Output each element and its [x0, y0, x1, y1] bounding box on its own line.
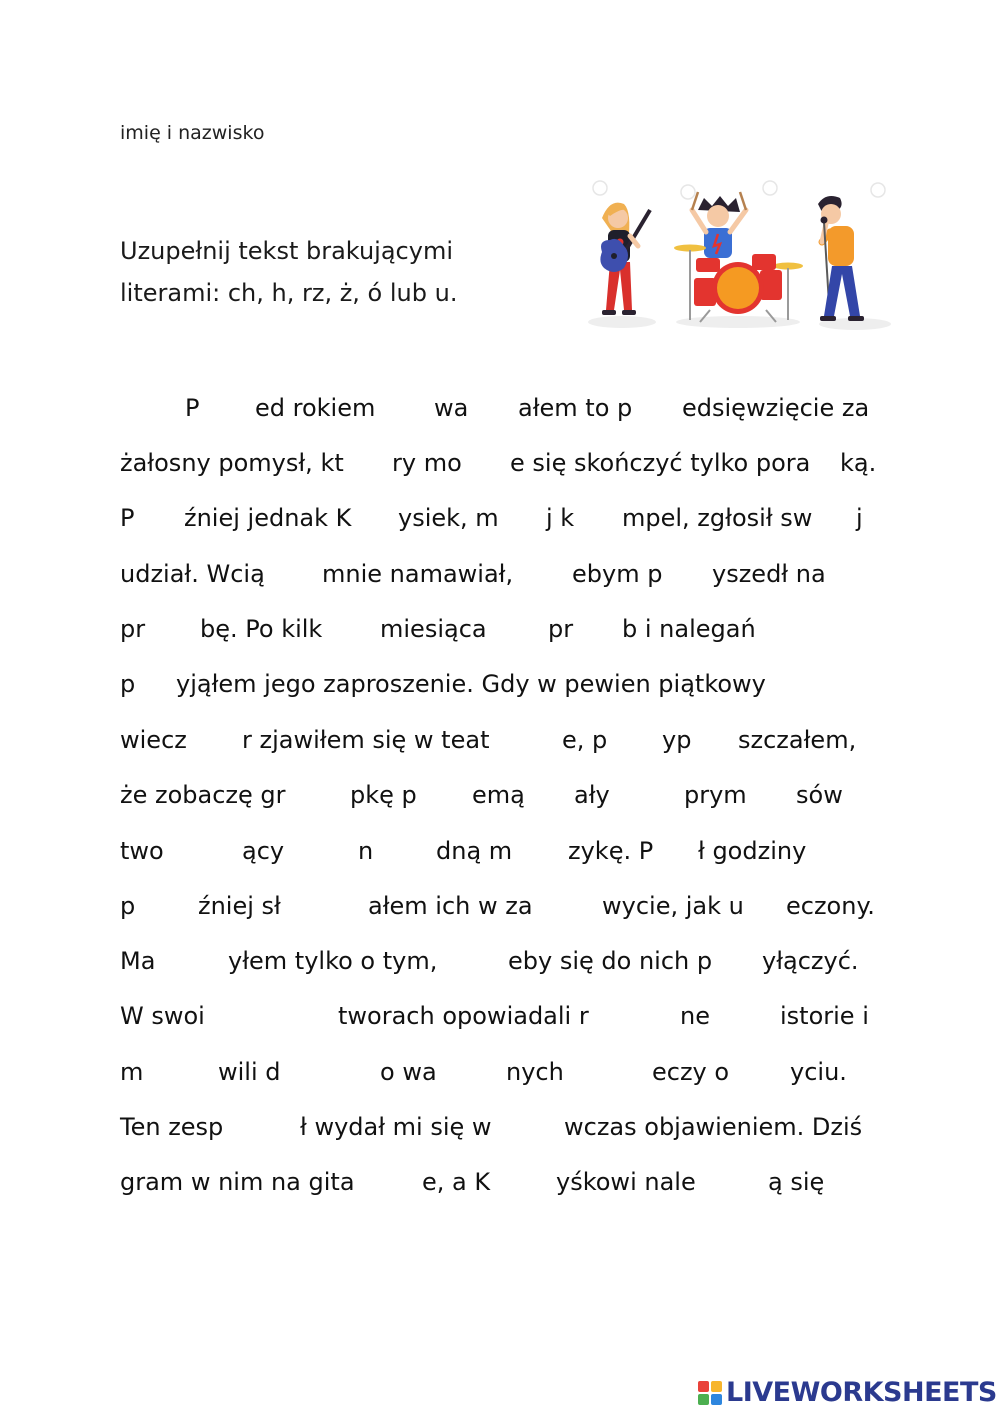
text-segment: sów: [796, 781, 843, 809]
answer-gap[interactable]: [716, 947, 758, 975]
answer-gap[interactable]: [286, 1058, 376, 1086]
answer-gap[interactable]: [490, 615, 546, 643]
exercise-line: [0, 611, 1000, 647]
text-segment: p: [120, 892, 136, 920]
text-segment: ą się: [768, 1168, 825, 1196]
text-segment: zykę. P: [568, 837, 654, 865]
answer-gap[interactable]: [664, 560, 708, 588]
text-segment: yszedł na: [712, 560, 826, 588]
answer-gap[interactable]: [716, 1002, 776, 1030]
answer-gap[interactable]: [614, 726, 658, 754]
answer-gap[interactable]: [268, 560, 318, 588]
answer-gap[interactable]: [446, 947, 506, 975]
exercise-line: [0, 1109, 1000, 1145]
exercise-line: [0, 1054, 1000, 1090]
answer-gap[interactable]: [576, 615, 620, 643]
exercise-line: [0, 556, 1000, 592]
exercise-line: [0, 1164, 1000, 1200]
text-segment: e, p: [562, 726, 608, 754]
text-segment: b i nalegań: [622, 615, 756, 643]
text-segment: ką.: [840, 449, 877, 477]
text-segment: prym: [684, 781, 747, 809]
exercise-line: [0, 445, 1000, 481]
text-segment: n: [358, 837, 374, 865]
answer-gap[interactable]: [284, 892, 364, 920]
text-segment: emą: [472, 781, 525, 809]
text-segment: ed rokiem: [255, 394, 376, 422]
answer-gap[interactable]: [636, 394, 680, 422]
text-segment: mpel, zgłosił sw: [622, 504, 813, 532]
instruction-line-1: Uzupełnij tekst brakującymi: [120, 237, 453, 265]
text-segment: wiecz: [120, 726, 187, 754]
answer-gap[interactable]: [230, 1113, 296, 1141]
answer-gap[interactable]: [346, 449, 388, 477]
logo-text: LIVEWORKSHEETS: [726, 1377, 997, 1408]
answer-gap[interactable]: [490, 1168, 552, 1196]
answer-gap[interactable]: [566, 1058, 650, 1086]
answer-gap[interactable]: [286, 781, 346, 809]
text-segment: ebym p: [572, 560, 663, 588]
answer-gap[interactable]: [498, 1113, 560, 1141]
text-segment: P: [120, 504, 135, 532]
exercise-line: [0, 390, 1000, 426]
text-segment: eby się do nich p: [508, 947, 713, 975]
text-segment: ry mo: [392, 449, 462, 477]
text-segment: pr: [120, 615, 146, 643]
exercise-line: [0, 943, 1000, 979]
text-segment: yśkowi nale: [556, 1168, 696, 1196]
text-segment: p: [120, 670, 136, 698]
answer-gap[interactable]: [694, 726, 736, 754]
answer-gap[interactable]: [654, 837, 696, 865]
exercise-line: [0, 500, 1000, 536]
text-segment: ały: [574, 781, 610, 809]
text-segment: dną m: [436, 837, 513, 865]
text-segment: edsięwzięcie za: [682, 394, 870, 422]
text-segment: wili d: [218, 1058, 281, 1086]
exercise-line: [0, 888, 1000, 924]
text-segment: udział. Wcią: [120, 560, 265, 588]
answer-gap[interactable]: [814, 504, 852, 532]
text-segment: W swoi: [120, 1002, 205, 1030]
answer-gap[interactable]: [730, 1058, 788, 1086]
text-segment: ałem to p: [518, 394, 633, 422]
text-segment: źniej sł: [198, 892, 281, 920]
text-segment: yciu.: [790, 1058, 847, 1086]
answer-gap[interactable]: [542, 892, 598, 920]
answer-gap[interactable]: [148, 615, 198, 643]
text-segment: bę. Po kilk: [200, 615, 323, 643]
text-segment: e, a K: [422, 1168, 491, 1196]
text-segment: yp: [662, 726, 692, 754]
text-segment: że zobaczę gr: [120, 781, 286, 809]
answer-gap[interactable]: [352, 504, 396, 532]
text-segment: ł wydał mi się w: [300, 1113, 492, 1141]
answer-gap[interactable]: [440, 1058, 504, 1086]
exercise-line: [0, 777, 1000, 813]
answer-gap[interactable]: [578, 504, 618, 532]
answer-gap[interactable]: [146, 1058, 216, 1086]
text-segment: two: [120, 837, 164, 865]
instruction-line-2: literami: ch, h, rz, ż, ó lub u.: [120, 279, 458, 307]
text-segment: wczas objawieniem. Dziś: [564, 1113, 863, 1141]
text-segment: r zjawiłem się w teat: [242, 726, 490, 754]
answer-gap[interactable]: [138, 670, 174, 698]
answer-gap[interactable]: [498, 504, 542, 532]
liveworksheets-logo-icon: [698, 1381, 722, 1405]
name-label: imię i nazwisko: [120, 122, 265, 144]
text-segment: m: [120, 1058, 144, 1086]
text-segment: nych: [506, 1058, 564, 1086]
text-segment: o wa: [380, 1058, 437, 1086]
answer-gap[interactable]: [496, 726, 558, 754]
text-segment: ne: [680, 1002, 710, 1030]
text-segment: yjąłem jego zaproszenie. Gdy w pewien piątkowy: [176, 670, 766, 698]
answer-gap[interactable]: [170, 837, 240, 865]
answer-gap[interactable]: [162, 947, 224, 975]
text-segment: gram w nim na gita: [120, 1168, 355, 1196]
text-segment: eczy o: [652, 1058, 730, 1086]
answer-gap[interactable]: [288, 837, 354, 865]
answer-gap[interactable]: [382, 394, 432, 422]
text-segment: ący: [242, 837, 285, 865]
text-segment: mnie namawiał,: [322, 560, 514, 588]
answer-gap[interactable]: [518, 560, 568, 588]
exercise-line: [0, 722, 1000, 758]
text-segment: szczałem,: [738, 726, 857, 754]
answer-gap[interactable]: [814, 449, 838, 477]
text-segment: ysiek, m: [398, 504, 499, 532]
answer-gap[interactable]: [514, 837, 566, 865]
liveworksheets-logo[interactable]: [698, 1375, 998, 1411]
text-segment: pr: [548, 615, 574, 643]
answer-gap[interactable]: [376, 837, 432, 865]
answer-gap[interactable]: [614, 781, 680, 809]
text-segment: żałosny pomysł, kt: [120, 449, 344, 477]
answer-gap[interactable]: [464, 449, 506, 477]
text-segment: j k: [546, 504, 575, 532]
answer-gap[interactable]: [702, 1168, 764, 1196]
answer-gap[interactable]: [470, 394, 516, 422]
text-segment: miesiąca: [380, 615, 487, 643]
text-segment: pkę p: [350, 781, 417, 809]
answer-gap[interactable]: [356, 1168, 418, 1196]
text-segment: e się skończyć tylko pora: [510, 449, 811, 477]
answer-gap[interactable]: [203, 394, 253, 422]
text-segment: ałem ich w za: [368, 892, 533, 920]
answer-gap[interactable]: [604, 1002, 676, 1030]
answer-gap[interactable]: [528, 781, 572, 809]
text-segment: wa: [434, 394, 469, 422]
answer-gap[interactable]: [190, 726, 240, 754]
answer-gap[interactable]: [746, 781, 792, 809]
text-segment: eczony.: [786, 892, 875, 920]
answer-gap[interactable]: [138, 504, 182, 532]
text-segment: j: [856, 504, 863, 532]
answer-gap[interactable]: [748, 892, 784, 920]
text-segment: ł godziny: [698, 837, 807, 865]
text-segment: istorie i: [780, 1002, 869, 1030]
answer-gap[interactable]: [212, 1002, 334, 1030]
text-segment: Ten zesp: [120, 1113, 224, 1141]
text-segment: yłączyć.: [762, 947, 859, 975]
exercise-line: [0, 998, 1000, 1034]
text-segment: P: [185, 394, 200, 422]
answer-gap[interactable]: [422, 781, 468, 809]
text-segment: Ma: [120, 947, 156, 975]
text-segment: źniej jednak K: [184, 504, 352, 532]
answer-gap[interactable]: [138, 892, 194, 920]
exercise-line: [0, 666, 1000, 702]
text-segment: yłem tylko o tym,: [228, 947, 438, 975]
text-segment: wycie, jak u: [602, 892, 744, 920]
exercise-line: [0, 833, 1000, 869]
text-segment: tworach opowiadali r: [338, 1002, 589, 1030]
answer-gap[interactable]: [328, 615, 378, 643]
